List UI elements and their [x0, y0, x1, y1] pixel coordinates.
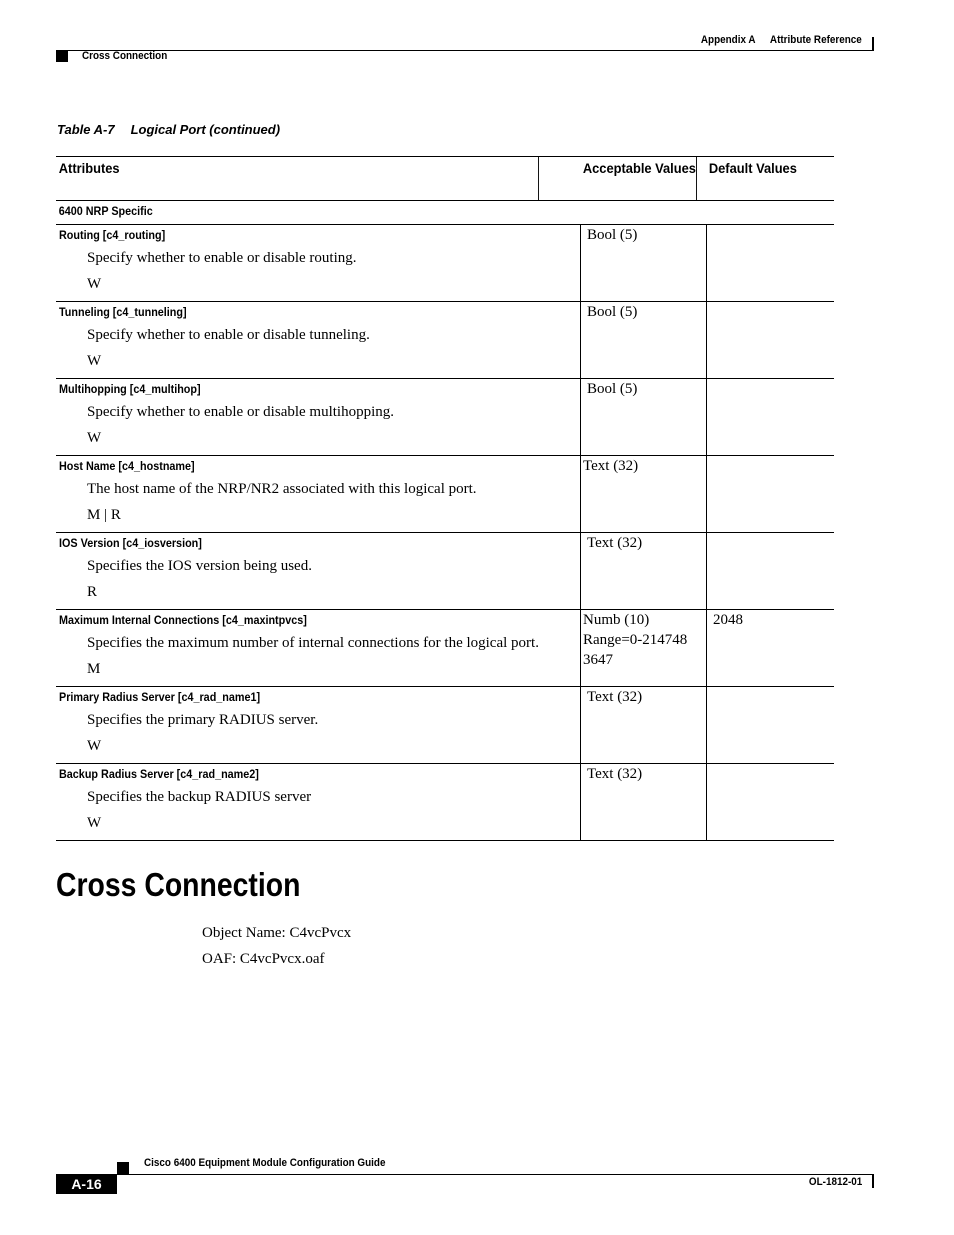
acceptable-value: 3647 — [583, 652, 613, 668]
default-value-cell — [707, 764, 834, 840]
acceptable-value: Bool (5) — [587, 381, 638, 397]
attribute-name: Tunneling [c4_tunneling] — [59, 305, 187, 319]
footer-rule — [56, 1174, 874, 1175]
object-name: Object Name: C4vcPvcx — [202, 925, 352, 941]
attribute-name: Maximum Internal Connections [c4_maxintpvcs] — [59, 613, 307, 627]
attribute-cell — [56, 610, 581, 686]
default-value-cell — [707, 379, 834, 455]
acceptable-values-cell — [581, 610, 707, 686]
running-header — [701, 34, 862, 46]
attribute-cell — [56, 302, 581, 378]
default-value — [709, 533, 834, 534]
table-body — [56, 225, 834, 841]
header-square — [56, 50, 68, 62]
table-row — [56, 610, 834, 687]
default-value — [709, 764, 834, 765]
logical-port-table — [56, 156, 834, 841]
table-title: Logical Port (continued) — [130, 122, 281, 137]
attribute-description: Specifies the IOS version being used. — [87, 558, 312, 574]
acceptable-value: Text (32) — [587, 766, 643, 782]
column-header-acceptable-values: Acceptable Values — [581, 157, 697, 200]
attribute-description: Specifies the primary RADIUS server. — [87, 712, 319, 728]
default-value-cell — [707, 610, 834, 686]
acceptable-value: Numb (10) — [583, 612, 650, 628]
acceptable-value: Range=0-214748 — [583, 632, 688, 648]
default-value — [709, 302, 834, 303]
attribute-access: R — [87, 584, 98, 600]
attribute-description: The host name of the NRP/NR2 associated with this logical port. — [87, 481, 477, 497]
default-value — [709, 379, 834, 380]
default-value-cell — [707, 302, 834, 378]
attribute-cell — [56, 456, 581, 532]
attribute-cell — [56, 764, 581, 840]
attribute-access: W — [87, 276, 102, 292]
attribute-description: Specifies the backup RADIUS server — [87, 789, 312, 805]
attribute-cell — [56, 533, 581, 609]
attribute-description: Specify whether to enable or disable routing. — [87, 250, 357, 266]
attribute-access: W — [87, 738, 102, 754]
group-row — [56, 201, 834, 225]
table-row — [56, 379, 834, 456]
table-row — [56, 533, 834, 610]
default-value-cell — [707, 225, 834, 301]
doc-number: OL-1812-01 — [808, 1176, 862, 1188]
attribute-access: M | R — [87, 507, 121, 523]
default-value-cell — [707, 533, 834, 609]
default-value — [709, 687, 834, 688]
acceptable-values-cell — [581, 225, 707, 301]
header-section: Cross Connection — [82, 50, 168, 62]
acceptable-values-cell — [581, 764, 707, 840]
acceptable-value: Text (32) — [583, 458, 639, 474]
attribute-description: Specify whether to enable or disable multihopping. — [87, 404, 395, 420]
acceptable-value: Text (32) — [587, 689, 643, 705]
default-value: 2048 — [713, 612, 743, 628]
attribute-name: Host Name [c4_hostname] — [59, 459, 195, 473]
attribute-cell — [56, 687, 581, 763]
header-bar — [872, 37, 874, 51]
attribute-name: Primary Radius Server [c4_rad_name1] — [59, 690, 261, 704]
attribute-access: W — [87, 353, 102, 369]
acceptable-value: Text (32) — [587, 535, 643, 551]
attribute-cell — [56, 379, 581, 455]
attribute-cell — [56, 225, 581, 301]
attribute-description: Specifies the maximum number of internal connections for the logical port. — [87, 635, 539, 651]
attribute-access: M — [87, 661, 101, 677]
table-row — [56, 687, 834, 764]
default-value — [709, 225, 834, 226]
table-row — [56, 225, 834, 302]
attribute-description: Specify whether to enable or disable tunneling. — [87, 327, 370, 343]
attribute-access: W — [87, 430, 102, 446]
header-rule — [56, 50, 874, 51]
table-caption — [57, 122, 280, 137]
section-title: Cross Connection — [56, 866, 301, 903]
default-value — [709, 456, 834, 457]
attribute-name: Multihopping [c4_multihop] — [59, 382, 201, 396]
acceptable-values-cell — [581, 456, 707, 532]
acceptable-values-cell — [581, 533, 707, 609]
column-header-attributes: Attributes — [56, 157, 539, 200]
default-value-cell — [707, 687, 834, 763]
guide-title: Cisco 6400 Equipment Module Configuration Guide — [144, 1157, 386, 1169]
footer-square — [117, 1162, 129, 1174]
acceptable-value: Bool (5) — [587, 304, 638, 320]
acceptable-value: Bool (5) — [587, 227, 638, 243]
acceptable-values-cell — [581, 379, 707, 455]
table-row — [56, 302, 834, 379]
group-label: 6400 NRP Specific — [58, 204, 153, 218]
page-number: A-16 — [56, 1174, 117, 1194]
table-row — [56, 764, 834, 841]
footer-bar — [872, 1174, 874, 1188]
table-header-row — [56, 156, 834, 201]
appendix-label: Appendix A — [701, 34, 756, 46]
acceptable-values-cell — [581, 687, 707, 763]
attribute-name: Backup Radius Server [c4_rad_name2] — [59, 767, 259, 781]
appendix-title: Attribute Reference — [770, 34, 862, 46]
acceptable-values-cell — [581, 302, 707, 378]
default-value-cell — [707, 456, 834, 532]
oaf-name: OAF: C4vcPvcx.oaf — [202, 951, 325, 967]
column-header-default-values: Default Values — [708, 160, 797, 176]
attribute-name: Routing [c4_routing] — [59, 228, 166, 242]
attribute-access: W — [87, 815, 102, 831]
attribute-name: IOS Version [c4_iosversion] — [59, 536, 202, 550]
table-number: Table A-7 — [57, 122, 115, 137]
table-row — [56, 456, 834, 533]
